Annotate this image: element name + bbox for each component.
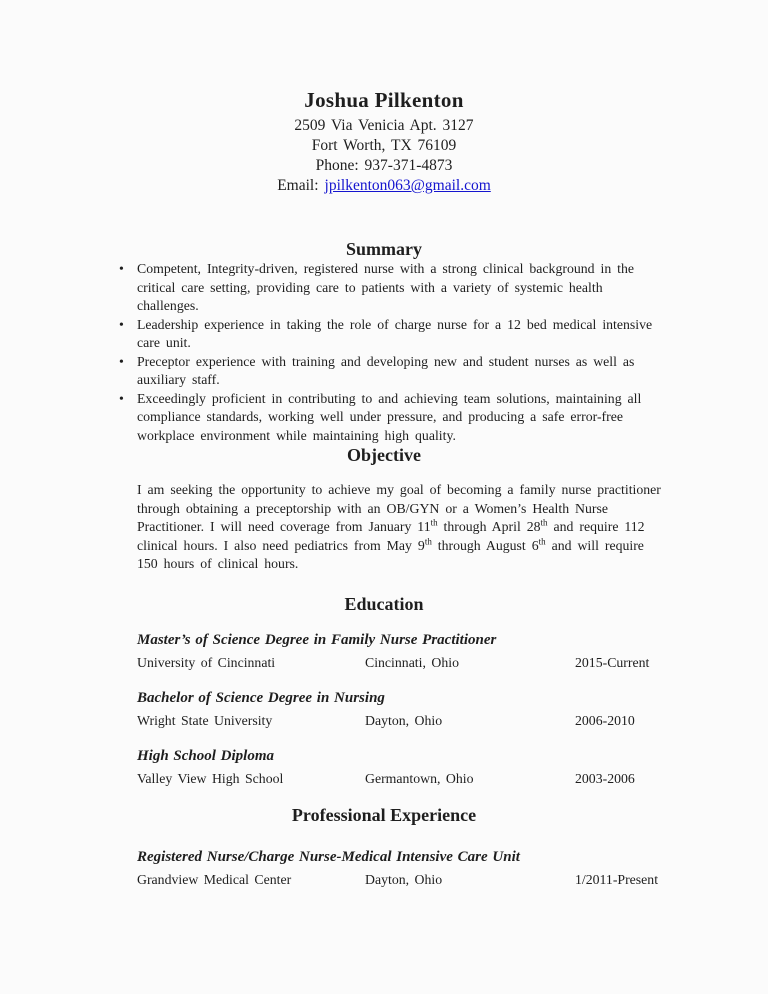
job-title: Registered Nurse/Charge Nurse-Medical Intensive Care Unit <box>137 848 520 865</box>
resume-header <box>0 0 768 196</box>
experience-entry <box>137 848 665 888</box>
employer-name: Grandview Medical Center <box>137 871 292 887</box>
education-section <box>0 594 768 787</box>
objective-text-part: through August 6 <box>431 537 539 553</box>
ordinal-suffix: th <box>430 517 438 528</box>
phone-line: Phone: 937-371-4873 <box>315 157 453 174</box>
school-name: University of Cincinnati <box>137 654 276 670</box>
school-location: Dayton, Ohio <box>365 712 443 728</box>
experience-dates: 1/2011-Present <box>575 871 659 887</box>
objective-heading: Objective <box>347 445 421 465</box>
summary-bullet: • Leadership experience in taking the role of charge nurse for a 12 bed medical intensive care unit. <box>115 316 665 353</box>
objective-section <box>0 445 768 574</box>
education-heading: Education <box>344 593 424 614</box>
education-entry <box>137 631 665 671</box>
education-dates: 2015-Current <box>575 654 650 670</box>
summary-bullet: • Competent, Integrity-driven, registered nurse with a strong clinical background in the critical care setting, providing care to patients with a variety of systemic health challenges. <box>115 260 665 316</box>
experience-row <box>137 871 665 888</box>
email-line <box>0 176 768 196</box>
school-name: Valley View High School <box>137 770 284 786</box>
objective-text-part: through April 28 <box>437 519 541 534</box>
email-link[interactable]: jpilkenton063@gmail.com <box>324 177 491 194</box>
objective-text-part: and will require 150 hours of clinical hours. <box>137 537 644 571</box>
address-line-1: 2509 Via Venicia Apt. 3127 <box>294 117 474 134</box>
ordinal-suffix: th <box>538 535 546 546</box>
experience-section <box>0 805 768 888</box>
degree-title: Master’s of Science Degree in Family Nurse Practitioner <box>137 631 497 648</box>
objective-text-part: I am seeking the opportunity to achieve my goal of becoming a family nurse practitioner through obtaining a preceptorship with an OB/GYN or a Women’s Health Nurse Practitioner. I will need coverage from January 11 <box>137 482 661 534</box>
person-name: Joshua Pilkenton <box>304 88 464 112</box>
education-entry <box>137 747 665 787</box>
address-line-2: Fort Worth, TX 76109 <box>311 137 457 154</box>
objective-text-part: and require 112 clinical hours. I also need pediatrics from May 9 <box>137 519 645 553</box>
summary-bullet-list <box>115 260 665 445</box>
employer-location: Dayton, Ohio <box>365 871 443 887</box>
education-dates: 2006-2010 <box>575 712 635 728</box>
ordinal-suffix: th <box>424 535 432 546</box>
education-row <box>137 654 665 671</box>
experience-heading: Professional Experience <box>291 804 477 825</box>
ordinal-suffix: th <box>540 517 548 528</box>
summary-heading: Summary <box>346 239 422 259</box>
summary-bullet: • Preceptor experience with training and developing new and student nurses as well as auxiliary staff. <box>115 353 665 390</box>
summary-bullet: • Exceedingly proficient in contributing to and achieving team solutions, maintaining all compliance standards, working well under pressure, and producing a safe error-free workplace environment while maintaining high quality. <box>115 390 665 446</box>
school-location: Cincinnati, Ohio <box>365 654 459 670</box>
degree-title: Bachelor of Science Degree in Nursing <box>137 689 385 706</box>
degree-title: High School Diploma <box>137 747 275 764</box>
school-location: Germantown, Ohio <box>365 770 474 786</box>
school-name: Wright State University <box>137 712 273 728</box>
education-row <box>137 712 665 729</box>
education-dates: 2003-2006 <box>575 770 635 786</box>
education-row <box>137 770 665 787</box>
summary-section <box>0 239 768 445</box>
email-label: Email: <box>277 177 319 194</box>
objective-paragraph <box>137 481 665 574</box>
education-entry <box>137 689 665 729</box>
